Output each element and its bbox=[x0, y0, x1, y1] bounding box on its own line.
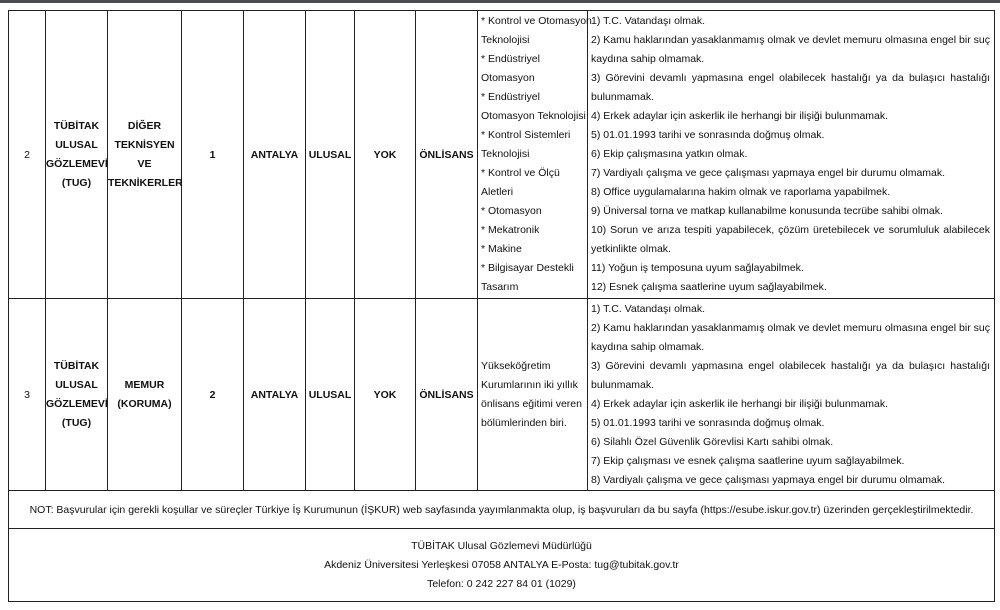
city-cell: ANTALYA bbox=[244, 11, 306, 299]
requirement-item: 5) 01.01.1993 tarihi ve sonrasında doğmuş olmak. bbox=[591, 416, 825, 429]
requirement-item: 7) Vardiyalı çalışma ve gece çalışması yapmaya engel bir durumu olmamak. bbox=[591, 167, 946, 179]
positions-table bbox=[8, 10, 995, 602]
row-number: 2 bbox=[9, 11, 46, 299]
education-line: Teknolojisi bbox=[481, 34, 530, 46]
table-row bbox=[9, 11, 995, 299]
viewer-top-bar bbox=[0, 0, 1000, 3]
education-line: Aletleri bbox=[481, 186, 514, 198]
institution-cell-line: ULUSAL bbox=[55, 378, 98, 391]
kpss-cell: YOK bbox=[355, 299, 416, 491]
institution-cell-line: GÖZLEMEVİ bbox=[46, 157, 108, 170]
contact-footer bbox=[9, 529, 995, 602]
footer-phone: Telefon: 0 242 227 84 01 (1029) bbox=[427, 577, 576, 590]
institution-cell-line: TÜBİTAK bbox=[53, 359, 100, 372]
city-cell: ANTALYA bbox=[244, 299, 306, 491]
requirement-item: 4) Erkek adaylar için askerlik ile herhangi bir ilişiği bulunmamak. bbox=[591, 110, 889, 122]
education-cell bbox=[478, 299, 588, 491]
kpss-cell: YOK bbox=[355, 11, 416, 299]
footer-org: TÜBİTAK Ulusal Gözlemevi Müdürlüğü bbox=[411, 539, 592, 552]
requirement-item: 8) Vardiyalı çalışma ve gece çalışması yapmaya engel bir durumu olmamak. bbox=[591, 473, 946, 486]
requirement-item: 5) 01.01.1993 tarihi ve sonrasında doğmuş olmak. bbox=[591, 129, 825, 141]
level-cell: ÖNLİSANS bbox=[416, 11, 478, 299]
education-line: * Makine bbox=[481, 243, 522, 255]
position-cell-line: DİĞER bbox=[127, 119, 162, 132]
requirement-item: 2) Kamu haklarından yasaklanmamış olmak ve devlet memuru olmasına engel bir suç bbox=[591, 34, 990, 46]
education-line: * Bilgisayar Destekli bbox=[481, 262, 574, 274]
position-cell-line: VE bbox=[137, 157, 152, 170]
education-line: Otomasyon Teknolojisi bbox=[481, 110, 586, 122]
education-line: * Endüstriyel bbox=[481, 91, 540, 103]
institution-cell-line: (TUG) bbox=[61, 416, 92, 429]
scope-cell: ULUSAL bbox=[306, 299, 355, 491]
footer-address: Akdeniz Üniversitesi Yerleşkesi 07058 ANTALYA E-Posta: tug@tubitak.gov.tr bbox=[324, 558, 679, 571]
position-cell-line: TEKNİSYEN bbox=[114, 138, 175, 151]
row-number: 3 bbox=[9, 299, 46, 491]
requirement-item: 8) Office uygulamalarına hakim olmak ve raporlama yapabilmek. bbox=[591, 186, 891, 198]
position-cell bbox=[108, 299, 182, 491]
requirement-item: bulunmamak. bbox=[591, 91, 655, 103]
institution-cell bbox=[46, 299, 108, 491]
institution-cell bbox=[46, 11, 108, 299]
requirement-item: 7) Ekip çalışması ve esnek çalışma saatlerine uyum sağlayabilmek. bbox=[591, 454, 905, 467]
requirement-item: 6) Ekip çalışmasına yatkın olmak. bbox=[591, 148, 748, 160]
application-note: NOT: Başvurular için gerekli koşullar ve süreçler Türkiye İş Kurumunun (İŞKUR) web sayfasında yayımlanmakta olup, iş başvuruları da bu sayfa (https://esube.iskur.gov.tr) üzerinden gerçekleştirilmektedir. bbox=[9, 491, 995, 529]
requirement-item: 9) Üniversal torna ve matkap kullanabilme konusunda tecrübe sahibi olmak. bbox=[591, 205, 943, 217]
requirement-item: bulunmamak. bbox=[591, 378, 655, 391]
requirements-cell bbox=[588, 11, 995, 299]
education-line: * Kontrol Sistemleri bbox=[481, 129, 571, 141]
education-line: Kurumlarının iki yıllık bbox=[481, 378, 578, 391]
requirements-cell bbox=[588, 299, 995, 491]
education-cell bbox=[478, 11, 592, 299]
institution-cell-line: (TUG) bbox=[61, 176, 92, 189]
position-cell-line: (KORUMA) bbox=[117, 397, 172, 410]
institution-cell-line: GÖZLEMEVİ bbox=[46, 397, 108, 410]
requirement-item: 11) Yoğun iş temposuna uyum sağlayabilmek. bbox=[591, 262, 804, 274]
education-line: * Kontrol ve Otomasyon bbox=[481, 15, 592, 27]
level-cell: ÖNLİSANS bbox=[416, 299, 478, 491]
education-line: * Endüstriyel bbox=[481, 53, 540, 65]
count-cell: 2 bbox=[182, 299, 244, 491]
requirement-item: 1) T.C. Vatandaşı olmak. bbox=[591, 15, 705, 27]
requirement-item: 12) Esnek çalışma saatlerine uyum sağlayabilmek. bbox=[591, 281, 827, 293]
position-cell-line: TEKNİKERLER bbox=[108, 176, 183, 189]
requirement-item: 10) Sorun ve arıza tespiti yapabilecek, çözüm üretebilecek ve sorumluluk alabilecek bbox=[591, 224, 990, 236]
requirement-item: kaydına sahip olmamak. bbox=[591, 340, 705, 353]
requirement-item: kaydına sahip olmamak. bbox=[591, 53, 705, 65]
requirement-item: 1) T.C. Vatandaşı olmak. bbox=[591, 302, 705, 315]
job-listing-document bbox=[8, 10, 994, 602]
education-line: bölümlerinden biri. bbox=[481, 416, 567, 429]
education-line: * Otomasyon bbox=[481, 205, 542, 217]
education-line: önlisans eğitimi veren bbox=[481, 397, 582, 410]
position-cell bbox=[108, 11, 182, 299]
requirement-item: 3) Görevini devamlı yapmasına engel olabilecek hastalığı ya da bulaşıcı hastalığı bbox=[591, 359, 990, 372]
position-cell-line: MEMUR bbox=[124, 378, 165, 391]
requirement-item: 4) Erkek adaylar için askerlik ile herhangi bir ilişiği bulunmamak. bbox=[591, 397, 889, 410]
education-line: * Mekatronik bbox=[481, 224, 540, 236]
education-line: * Kontrol ve Ölçü bbox=[481, 167, 560, 179]
education-line: Yükseköğretim bbox=[481, 359, 551, 372]
education-line: Otomasyon bbox=[481, 72, 535, 84]
scope-cell: ULUSAL bbox=[306, 11, 355, 299]
table-row bbox=[9, 299, 995, 491]
count-cell: 1 bbox=[182, 11, 244, 299]
requirement-item: 6) Silahlı Özel Güvenlik Görevlisi Kartı sahibi olmak. bbox=[591, 435, 834, 448]
requirement-item: 3) Görevini devamlı yapmasına engel olabilecek hastalığı ya da bulaşıcı hastalığı bbox=[591, 72, 990, 84]
institution-cell-line: ULUSAL bbox=[55, 138, 98, 151]
education-line: Teknolojisi bbox=[481, 148, 530, 160]
education-line: Tasarım bbox=[481, 281, 519, 293]
requirement-item: yetkinlikte olmak. bbox=[591, 243, 671, 255]
requirement-item: 2) Kamu haklarından yasaklanmamış olmak ve devlet memuru olmasına engel bir suç bbox=[591, 321, 990, 334]
institution-cell-line: TÜBİTAK bbox=[53, 119, 100, 132]
